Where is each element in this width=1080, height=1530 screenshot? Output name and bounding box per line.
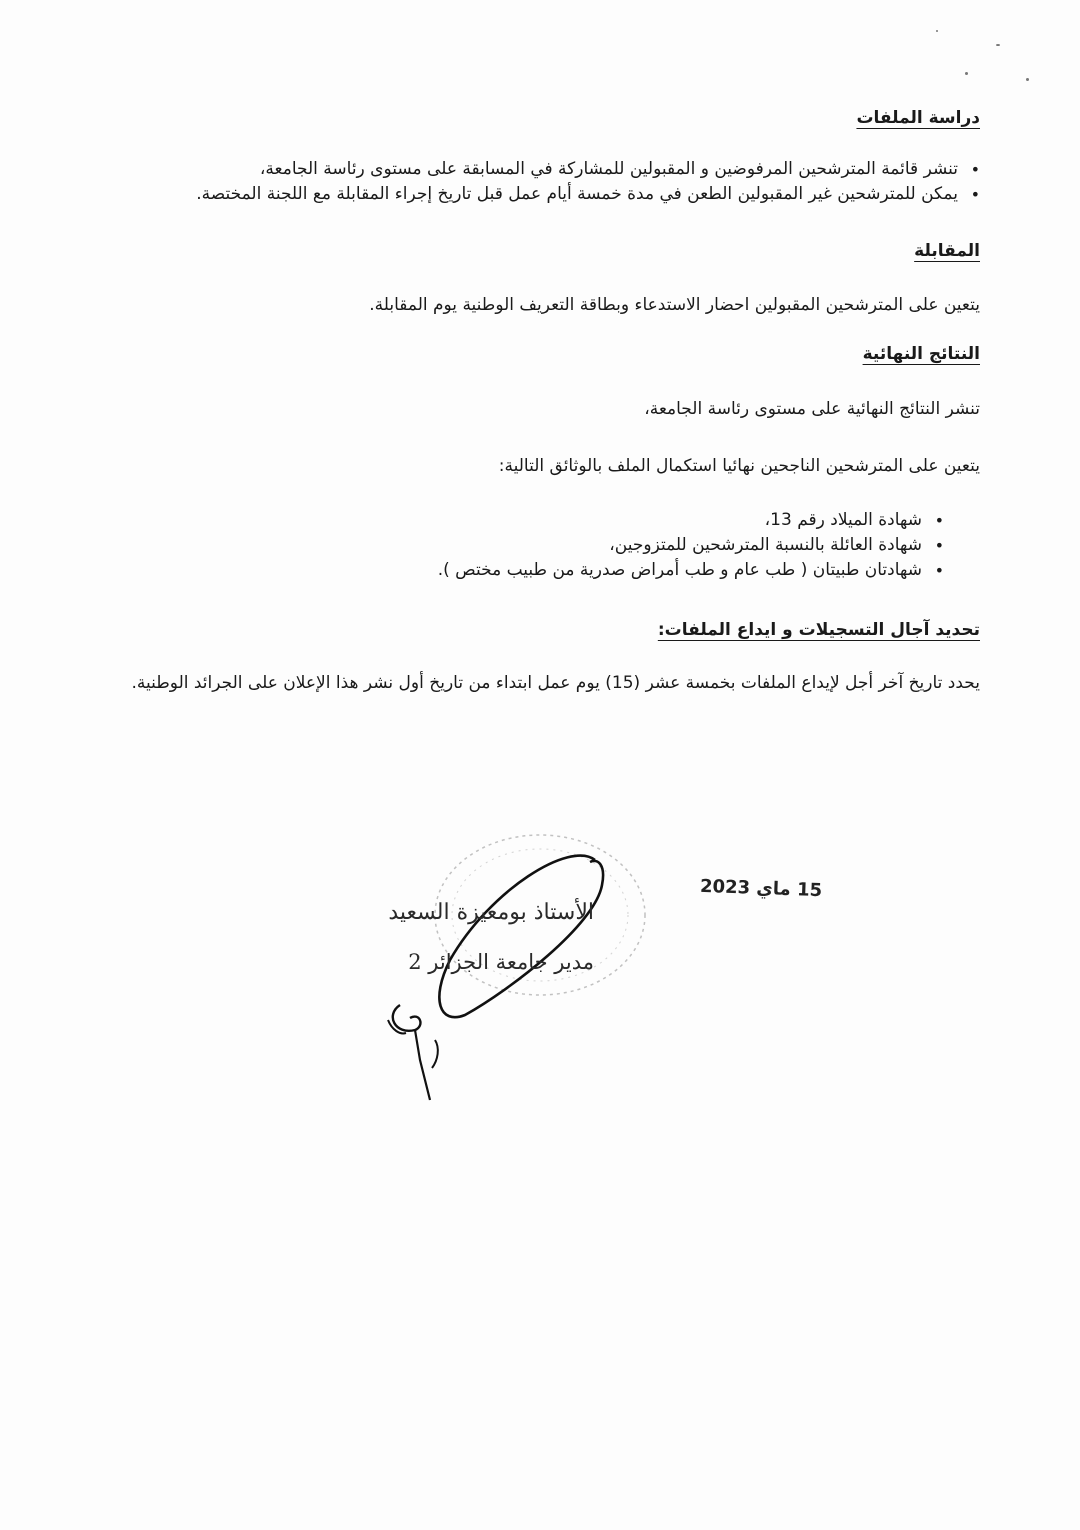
list-item: • تنشر قائمة المترشحين المرفوضين و المقبولين للمشاركة في المسابقة على مستوى رئاسة الجامعة، [196, 157, 980, 182]
final-results-text-1: تنشر النتائج النهائية على مستوى رئاسة الجامعة، [644, 399, 980, 419]
list-item: • شهادتان طبيتان ( طب عام و طب أمراض صدرية من طبيب مختص ). [438, 558, 944, 583]
heading-final-results: النتائج النهائية [862, 344, 980, 364]
documents-list [438, 508, 944, 583]
list-item: • شهادة العائلة بالنسبة المترشحين للمتزوجين، [438, 533, 944, 558]
scan-speck [996, 44, 1000, 46]
final-results-text-2: يتعين على المترشحين الناجحين نهائيا استكمال الملف بالوثائق التالية: [498, 456, 980, 476]
heading-deadlines: تحديد آجال التسجيلات و ايداع الملفات: [657, 620, 980, 640]
signer-title: مدير جامعة الجزائر 2 [408, 950, 594, 974]
interview-text: يتعين على المترشحين المقبولين احضار الاستدعاء وبطاقة التعريف الوطنية يوم المقابلة. [369, 295, 980, 315]
signature-date: 15 ماي 2023 [699, 875, 823, 902]
scan-speck [936, 30, 938, 32]
signer-name: الأستاذ بومعيزة السعيد [388, 900, 594, 925]
scan-speck [1026, 78, 1029, 81]
list-item: • يمكن للمترشحين غير المقبولين الطعن في مدة خمسة أيام عمل قبل تاريخ إجراء المقابلة مع اللجنة المختصة. [196, 182, 980, 207]
heading-interview: المقابلة [914, 241, 980, 261]
files-study-list [196, 157, 980, 207]
scan-speck [965, 72, 968, 75]
deadlines-text: يحدد تاريخ آخر أجل لإيداع الملفات بخمسة عشر (15) يوم عمل ابتداء من تاريخ أول نشر هذا الإعلان على الجرائد الوطنية. [131, 673, 980, 693]
heading-files-study: دراسة الملفات [856, 108, 980, 128]
list-item: • شهادة الميلاد رقم 13، [438, 508, 944, 533]
